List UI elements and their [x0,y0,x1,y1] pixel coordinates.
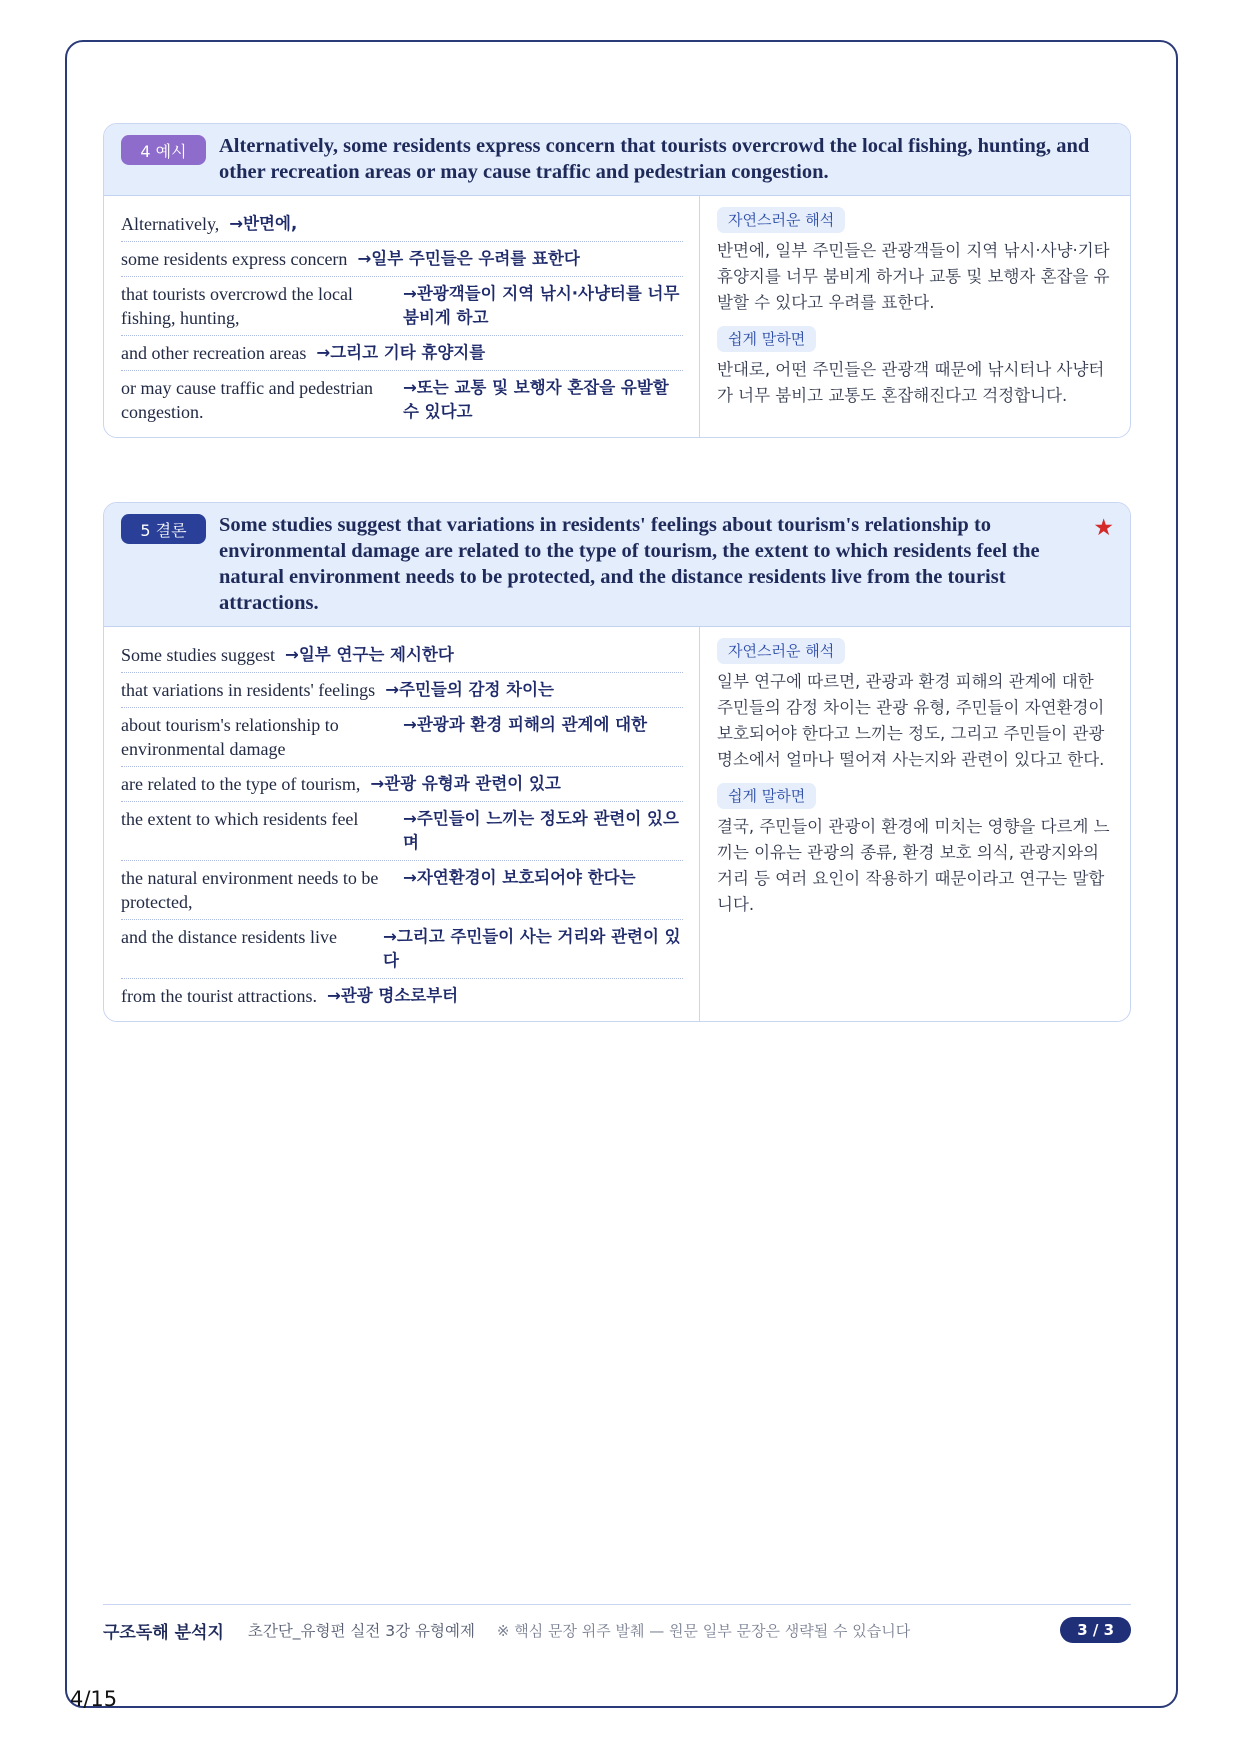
conclusion-tag: 5 결론 [121,514,206,544]
chunk-korean: →주민들의 감정 차이는 [385,680,554,699]
chunk-korean: →관광 유형과 관련이 있고 [370,774,561,793]
chunk-korean: →자연환경이 보호되어야 한다는 [403,868,636,887]
sentence-block-4 [103,123,1131,438]
chunk-english: and the distance residents live [121,927,337,947]
sentence-heading: Alternatively, some residents express concern that tourists overcrowd the local fishing, hunting, and other recreation areas or may cause traffic and pedestrian congestion. [219,135,1090,183]
chunk-row [121,207,683,242]
chunk-english: some residents express concern [121,249,348,269]
chunk-english: Some studies suggest [121,645,276,665]
chunk-row [121,371,683,429]
block-header [104,503,1130,627]
natural-translation-label: 자연스러운 해석 [717,638,845,664]
sentence-block-5 [103,502,1131,1022]
easy-explanation-label: 쉽게 말하면 [717,783,816,809]
example-tag: 4 예시 [121,135,206,165]
chunk-row [121,277,683,336]
chunk-english: the extent to which residents feel [121,809,359,829]
chunk-english: about tourism's relationship to environmental damage [121,715,339,759]
chunk-list [104,627,700,1021]
chunk-row [121,638,683,673]
natural-translation-label: 자연스러운 해석 [717,207,845,233]
document-page-counter: 4/15 [70,1687,118,1711]
footer-divider [103,1604,1131,1605]
chunk-list [104,196,700,437]
chunk-korean: →일부 연구는 제시한다 [285,645,454,664]
footer-subtitle: 초간단_유형편 실전 3강 유형예제 [247,1622,475,1640]
chunk-korean: →관광 명소로부터 [326,986,459,1005]
chunk-korean: →그리고 주민들이 사는 거리와 관련이 있다 [383,927,681,970]
chunk-row [121,767,683,802]
chunk-korean: →반면에, [229,214,298,233]
chunk-row [121,979,683,1013]
chunk-english: Alternatively, [121,214,220,234]
chunk-korean: →그리고 기타 휴양지를 [316,343,486,362]
chunk-row [121,336,683,371]
chunk-english: and other recreation areas [121,343,307,363]
chunk-korean: →주민들이 느끼는 정도와 관련이 있으며 [403,809,679,852]
chunk-row [121,673,683,708]
easy-explanation-text: 반대로, 어떤 주민들은 관광객 때문에 낚시터나 사냥터가 너무 붐비고 교통도 혼잡해진다고 걱정합니다. [717,360,1105,405]
natural-translation-text: 일부 연구에 따르면, 관광과 환경 피해의 관계에 대한 주민들의 감정 차이는 관광 유형, 주민들이 자연환경이 보호되어야 한다고 느끼는 정도, 그리고 주민들이 관광 명소에서 얼마나 떨어져 사는지와 관련이 있다고 한다. [717,672,1105,769]
chunk-row [121,802,683,861]
chunk-english: that tourists overcrowd the local fishing, hunting, [121,284,353,328]
chunk-row [121,242,683,277]
translation-panel [700,627,1130,1021]
chunk-korean: →또는 교통 및 보행자 혼잡을 유발할 수 있다고 [403,378,669,421]
chunk-english: the natural environment needs to be protected, [121,868,379,912]
footer-title: 구조독해 분석지 [103,1622,224,1643]
star-icon: ★ [1093,515,1114,541]
block-header [104,124,1130,196]
chunk-korean: →관광객들이 지역 낚시·사냥터를 너무 붐비게 하고 [403,284,680,327]
chunk-english: from the tourist attractions. [121,986,317,1006]
chunk-row [121,861,683,920]
chunk-row [121,920,683,979]
chunk-english: that variations in residents' feelings [121,680,376,700]
page-number-badge: 3 / 3 [1060,1617,1131,1643]
chunk-korean: →일부 주민들은 우려를 표한다 [357,249,580,268]
easy-explanation-text: 결국, 주민들이 관광이 환경에 미치는 영향을 다르게 느끼는 이유는 관광의 종류, 환경 보호 의식, 관광지와의 거리 등 여러 요인이 작용하기 때문이라고 연구는 말합니다. [717,817,1110,914]
chunk-english: or may cause traffic and pedestrian congestion. [121,378,374,422]
chunk-row [121,708,683,767]
easy-explanation-label: 쉽게 말하면 [717,326,816,352]
natural-translation-text: 반면에, 일부 주민들은 관광객들이 지역 낚시·사냥·기타 휴양지를 너무 붐비게 하거나 교통 및 보행자 혼잡을 유발할 수 있다고 우려를 표한다. [717,241,1110,312]
sentence-heading: Some studies suggest that variations in residents' feelings about tourism's relationship to environmental damage are related to the type of tourism, the extent to which residents feel the natural environment needs to be protected, and the distance residents live from the tourist attractions. [219,514,1040,614]
page-footer [103,1614,1131,1646]
translation-panel [700,196,1130,437]
chunk-korean: →관광과 환경 피해의 관계에 대한 [403,715,648,734]
footer-note: ※ 핵심 문장 위주 발췌 — 원문 일부 문장은 생략될 수 있습니다 [496,1621,911,1640]
chunk-english: are related to the type of tourism, [121,774,361,794]
